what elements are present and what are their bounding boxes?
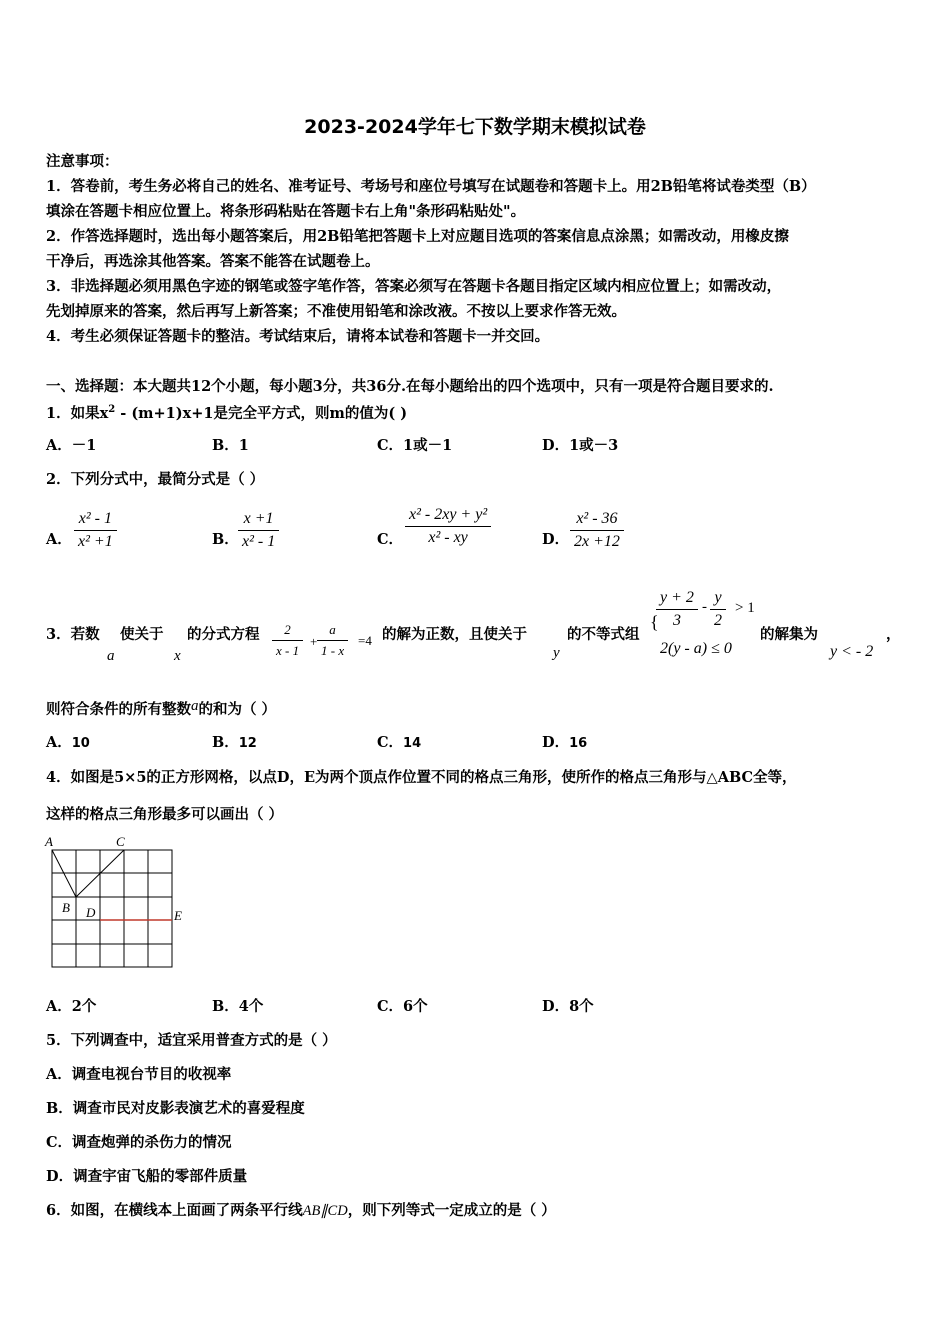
q3-eq-rhs: =4 [358,633,372,648]
q3-line2-var-a: a [191,698,199,714]
q2-option-d-label: D． [542,531,570,548]
q2-option-d-fraction [570,510,624,551]
question-6-stem [46,1201,556,1221]
label-e: E [174,908,182,923]
q2-option-b-label: B． [212,531,239,548]
q2a-numerator: x² - 1 [74,510,117,531]
q3-option-d [542,733,587,754]
q3-solution-set: y < - 2 [830,643,874,660]
q3-text-2: 使关于 [120,626,164,643]
q3-system-fraction-2 [710,589,726,630]
q4-option-d: D．8个 [542,998,594,1015]
q3-sys-frac1-den: 3 [672,612,681,629]
q3-system-fraction-1 [656,589,698,630]
q3-var-x: x [174,648,181,664]
q3-system-minus: - [702,599,707,615]
section-heading: 一、选择题：本大题共12个小题，每小题3分，共36分.在每小题给出的四个选项中，只有一项是符合题目要求的. [46,378,774,395]
q3-text-1: 3．若数 [46,626,100,643]
q3-option-b [212,733,257,754]
notice-line-7: 4．考生必须保证答题卡的整洁。考试结束后，请将本试卷和答题卡一并交回。 [46,328,550,345]
q1-option-a: A．－1 [46,437,97,454]
label-c: C [116,834,125,849]
q3-comma: ， [886,626,901,643]
notice-line-2: 填涂在答题卡相应位置上。将条形码粘贴在答题卡右上角"条形码粘贴处"。 [46,203,526,220]
label-d: D [86,905,96,920]
notice-line-1: 1．答卷前，考生务必将自己的姓名、准考证号、考场号和座位号填写在试题卷和答题卡上。用2B铅笔将试卷类型（B） [46,178,816,195]
question-3-line-2 [46,700,276,720]
q3-var-y: y [553,645,560,661]
notice-line-3: 2．作答选择题时，选出每小题答案后，用2B铅笔把答题卡上对应题目选项的答案信息点涂黑；如需改动，用橡皮擦 [46,228,789,245]
q3-option-a-label: A． [46,734,72,751]
q3-eq-frac1-num: 2 [272,622,303,641]
q5-option-b: B．调查市民对皮影表演艺术的喜爱程度 [46,1100,305,1117]
q3-option-d-value: 16 [569,736,588,751]
q2b-denominator: x² - 1 [242,533,276,550]
label-b: B [62,900,70,915]
q3-text-4: 的解为正数，且使关于 [382,626,527,643]
q5-option-a: A．调查电视台节目的收视率 [46,1066,232,1083]
q2d-numerator: x² - 36 [570,510,624,531]
q3-eq-frac1-den: x - 1 [276,643,300,658]
q3-option-a-value: 10 [71,736,90,751]
q3-text-6: 的解集为 [760,626,818,643]
q3-eq-fraction-1 [272,622,303,659]
q4-option-a: A．2个 [46,998,97,1015]
q3-option-c [377,733,421,754]
q3-option-b-value: 12 [238,736,257,751]
q3-eq-frac2-den: 1 - x [321,643,345,658]
q2c-numerator: x² - 2xy + y² [405,506,491,527]
q3-eq-frac2-num: a [317,622,348,641]
q6-pre: 6．如图，在横线本上面画了两条平行线 [46,1202,303,1219]
q3-option-a [46,733,90,754]
q3-line2-post: 的和为（ ） [198,701,277,718]
q3-sys-frac1-num: y + 2 [656,589,698,610]
q1-pre: 1．如果x [46,404,109,422]
q2-option-c-label: C． [377,531,404,548]
q1-post: - (m+1)x+1是完全平方式，则m的值为( ) [115,404,408,422]
q3-system-row-2: 2(y - a) ≤ 0 [660,640,732,657]
notice-line-4: 干净后，再选涂其他答案。答案不能答在试题卷上。 [46,253,380,270]
q2-option-b-fraction [238,510,279,551]
question-4-line-1: 4．如图是5×5的正方形网格，以点D，E为两个顶点作位置不同的格点三角形，使所作的格点三角形与△ABC全等， [46,769,797,786]
q3-var-a: a [107,648,115,664]
q3-sys-frac2-den: 2 [714,612,722,629]
q2d-denominator: 2x +12 [574,533,620,550]
q1-option-c: C．1或－1 [377,437,453,454]
q1-option-d: D．1或－3 [542,437,619,454]
page-title: 2023-2024学年七下数学期末模拟试卷 [304,116,646,138]
q3-option-c-value: 14 [403,736,422,751]
q3-system-brace: { [650,612,659,632]
q3-option-d-label: D． [542,734,570,751]
q2-option-a-fraction [74,510,117,551]
q2b-numerator: x +1 [238,510,279,531]
q5-option-c: C．调查炮弹的杀伤力的情况 [46,1134,232,1151]
label-a: A [45,834,53,849]
question-4-line-2: 这样的格点三角形最多可以画出（ ） [46,806,284,823]
q6-post: ，则下列等式一定成立的是（ ） [347,1202,556,1219]
q3-option-b-label: B． [212,734,239,751]
q4-option-c: C．6个 [377,998,428,1015]
q2-option-c-fraction [405,506,491,547]
question-1-stem [46,400,407,424]
notice-line-6: 先划掉原来的答案，然后再写上新答案；不准使用铅笔和涂改液。不按以上要求作答无效。 [46,303,626,320]
q1-option-b: B．1 [212,437,249,454]
question-2-stem: 2．下列分式中，最简分式是（ ） [46,471,265,488]
q3-option-c-label: C． [377,734,404,751]
q3-sys-frac2-num: y [710,589,726,610]
q2-option-a-label: A． [46,531,72,548]
q3-system-gt: > 1 [735,600,755,616]
notice-line-5: 3．非选择题必须用黑色字迹的钢笔或签字笔作答，答案必须写在答题卡各题目指定区域内相应位置上；如需改动， [46,278,782,295]
question-5-stem: 5．下列调查中，适宜采用普查方式的是（ ） [46,1032,337,1049]
q6-math: AB∥CD [302,1203,348,1219]
q4-option-b: B．4个 [212,998,264,1015]
q2c-denominator: x² - xy [428,529,468,546]
q3-line2-pre: 则符合条件的所有整数 [46,701,191,718]
q4-grid-figure [40,830,200,975]
q3-eq-fraction-2 [317,622,348,659]
q5-option-d: D．调查宇宙飞船的零部件质量 [46,1168,248,1185]
q3-text-5: 的不等式组 [567,626,640,643]
q1-sup: 2 [108,404,116,415]
q3-text-3: 的分式方程 [187,626,260,643]
q2a-denominator: x² +1 [78,533,113,550]
grid-border [52,850,172,967]
notice-heading: 注意事项： [46,153,119,170]
q3-plus: + [310,634,318,649]
grid-lines [52,850,172,967]
